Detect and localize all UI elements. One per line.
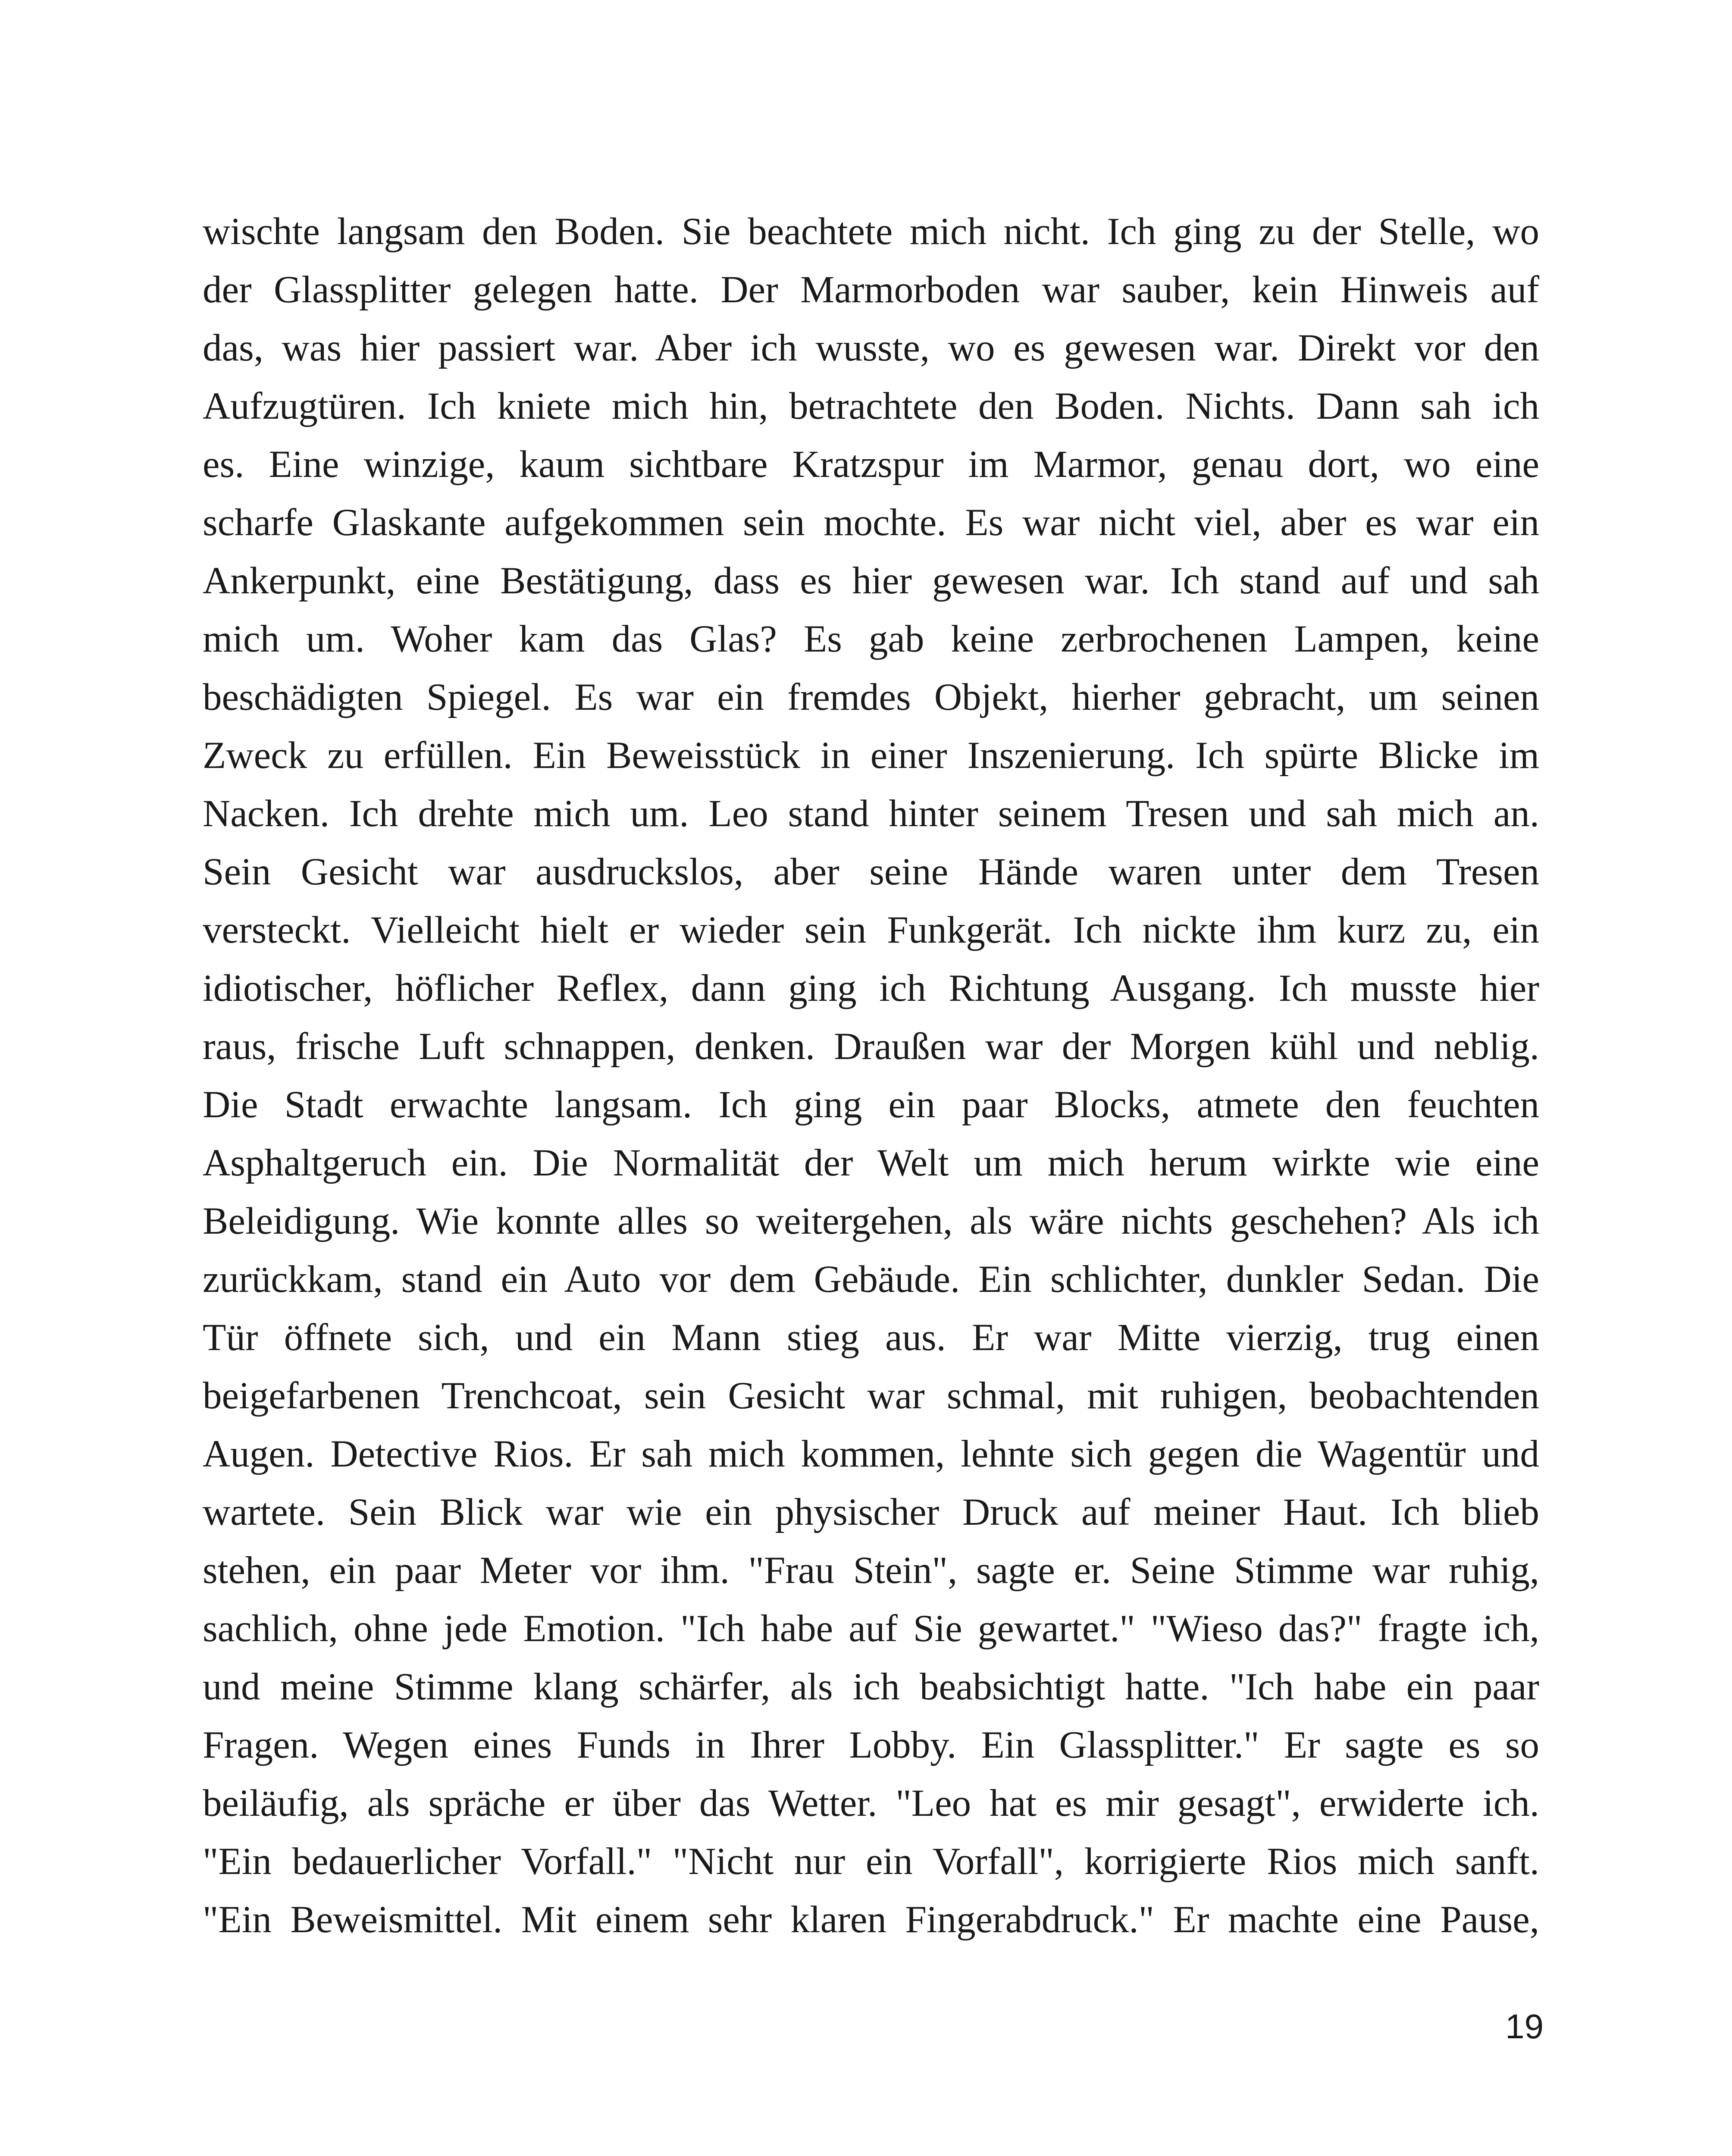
text-line: raus, frische Luft schnappen, denken. Draußen war der Morgen kühl und neblig.	[203, 1025, 1539, 1068]
text-line: "Ein bedauerlicher Vorfall." "Nicht nur ein Vorfall", korrigierte Rios mich sanft.	[203, 1840, 1539, 1883]
text-line: beigefarbenen Trenchcoat, sein Gesicht war schmal, mit ruhigen, beobachtenden	[203, 1375, 1539, 1417]
text-line: beschädigten Spiegel. Es war ein fremdes Objekt, hierher gebracht, um seinen	[203, 676, 1539, 718]
text-line: "Ein Beweismittel. Mit einem sehr klaren Fingerabdruck." Er machte eine Pause,	[203, 1899, 1539, 1941]
text-line: das, was hier passiert war. Aber ich wusste, wo es gewesen war. Direkt vor den	[203, 327, 1539, 369]
text-line: Zweck zu erfüllen. Ein Beweisstück in einer Inszenierung. Ich spürte Blicke im	[203, 734, 1539, 777]
text-line: mich um. Woher kam das Glas? Es gab keine zerbrochenen Lampen, keine	[203, 618, 1539, 660]
text-line: Aufzugtüren. Ich kniete mich hin, betrachtete den Boden. Nichts. Dann sah ich	[203, 385, 1539, 427]
text-line: es. Eine winzige, kaum sichtbare Kratzspur im Marmor, genau dort, wo eine	[203, 443, 1539, 486]
text-line: beiläufig, als spräche er über das Wetter. "Leo hat es mir gesagt", erwiderte ich.	[203, 1782, 1539, 1824]
text-line: scharfe Glaskante aufgekommen sein mochte. Es war nicht viel, aber es war ein	[203, 501, 1539, 544]
text-line: stehen, ein paar Meter vor ihm. "Frau Stein", sagte er. Seine Stimme war ruhig,	[203, 1549, 1539, 1592]
body-text	[203, 203, 1539, 1949]
text-line: der Glassplitter gelegen hatte. Der Marmorboden war sauber, kein Hinweis auf	[203, 269, 1539, 311]
text-line: Die Stadt erwachte langsam. Ich ging ein paar Blocks, atmete den feuchten	[203, 1084, 1539, 1126]
text-line: Fragen. Wegen eines Funds in Ihrer Lobby. Ein Glassplitter." Er sagte es so	[203, 1724, 1539, 1766]
text-line: idiotischer, höflicher Reflex, dann ging ich Richtung Ausgang. Ich musste hier	[203, 967, 1539, 1009]
text-line: Asphaltgeruch ein. Die Normalität der Welt um mich herum wirkte wie eine	[203, 1142, 1539, 1184]
text-line: Tür öffnete sich, und ein Mann stieg aus. Er war Mitte vierzig, trug einen	[203, 1316, 1539, 1359]
text-line: Nacken. Ich drehte mich um. Leo stand hinter seinem Tresen und sah mich an.	[203, 793, 1539, 835]
text-line: Ankerpunkt, eine Bestätigung, dass es hier gewesen war. Ich stand auf und sah	[203, 560, 1539, 602]
text-line: Sein Gesicht war ausdruckslos, aber seine Hände waren unter dem Tresen	[203, 851, 1539, 893]
page-number: 19	[1505, 2007, 1544, 2046]
text-line: zurückkam, stand ein Auto vor dem Gebäude. Ein schlichter, dunkler Sedan. Die	[203, 1258, 1539, 1300]
text-line: wartete. Sein Blick war wie ein physischer Druck auf meiner Haut. Ich blieb	[203, 1491, 1539, 1533]
text-line: Beleidigung. Wie konnte alles so weitergehen, als wäre nichts geschehen? Als ich	[203, 1200, 1539, 1242]
text-line: versteckt. Vielleicht hielt er wieder sein Funkgerät. Ich nickte ihm kurz zu, ein	[203, 909, 1539, 951]
text-line: und meine Stimme klang schärfer, als ich beabsichtigt hatte. "Ich habe ein paar	[203, 1666, 1539, 1708]
text-line: wischte langsam den Boden. Sie beachtete mich nicht. Ich ging zu der Stelle, wo	[203, 210, 1539, 253]
text-line: sachlich, ohne jede Emotion. "Ich habe auf Sie gewartet." "Wieso das?" fragte ich,	[203, 1608, 1539, 1650]
text-line: Augen. Detective Rios. Er sah mich kommen, lehnte sich gegen die Wagentür und	[203, 1433, 1539, 1475]
